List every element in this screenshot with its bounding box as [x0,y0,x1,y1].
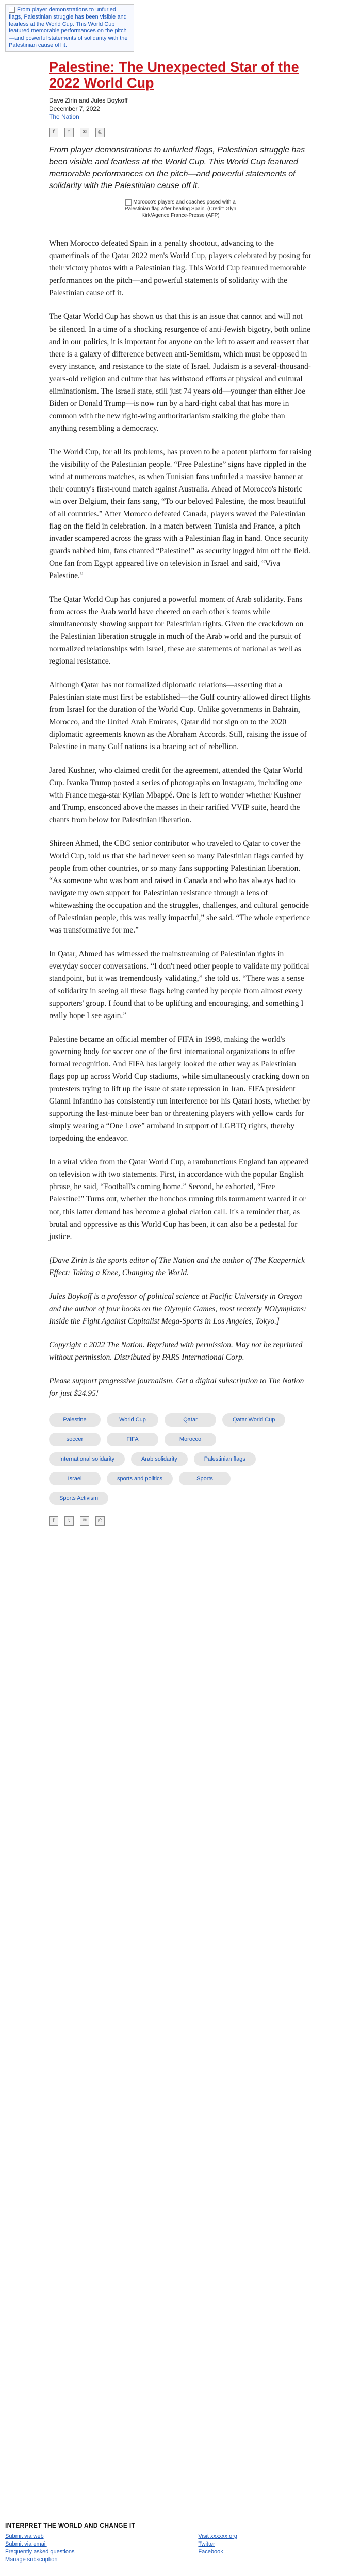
manage-subscription-link[interactable]: Manage subscription [5,2556,58,2563]
twitter-share-icon[interactable]: t [64,128,74,137]
tag[interactable]: Israel [49,1472,101,1485]
facebook-share-icon[interactable]: f [49,1516,58,1526]
tag[interactable]: soccer [49,1433,101,1446]
tag[interactable]: Sports [179,1472,231,1485]
broken-image-icon [9,7,15,13]
paragraph: The World Cup, for all its problems, has proven to be a potent platform for raising the visibility of the Palestinian people. “Free Palestine” signs have rippled in the wind at numerous matches, as when Tunisian fans unfurled a massive banner at their country's first-round match against Australia. Ahead of Morocco's historic win over Belgium, their fans sang, “To our beloved Palestine, the most beautiful of all countries.” After Morocco defeated Canada, players waved the Palestinian flag on the field in celebration. In a match between Tunisia and France, a pitch invader scampered across the grass with a Palestinian flag in hand. Once security guards nabbed him, fans chanted “Palestine!” as security lugged him off the field. One fan from Egypt appeared live on television in Israel and said, “Viva Palestine.” [49,447,312,580]
twitter-link[interactable]: Twitter [198,2541,215,2547]
paragraph: The Qatar World Cup has shown us that this is an issue that cannot and will not be silenced. In a time of a shocking resurgence of anti-Jewish bigotry, both online and in our politics, it is important for anyone on the left to assert and reassert that there is a galaxy of difference between anti-Semitism, which must be opposed in every instance, and resistance to the state of Israel. Judaism is a several-thousand-years-old religion and culture that has withstood efforts at physical and cultural eliminationism. The Israeli state, still just 74 years old—younger than either Joe Biden or Donald Trump—is now run by a hard-right cabal that has more in common with the new right-wing authoritarianism stalking the globe than anything resembling a democracy. [49,312,311,433]
print-share-icon[interactable]: ⎙ [95,128,105,137]
tag[interactable]: World Cup [107,1413,158,1427]
author-bio-zirin: [Dave Zirin is the sports editor of The Nation and the author of The Kaepernick Effect: Taking a Knee, Changing the World. [49,1256,305,1277]
article-title[interactable]: Palestine: The Unexpected Star of the 2022 World Cup [49,59,299,91]
visit-site-link[interactable]: Visit xxxxxx.org [198,2533,237,2539]
submit-web-link[interactable]: Submit via web [5,2533,44,2539]
authors: Dave Zirin and Jules Boykoff [49,97,128,105]
footer-heading: INTERPRET THE WORLD AND CHANGE IT [5,2522,136,2529]
tag[interactable]: Arab solidarity [131,1452,188,1466]
twitter-share-icon[interactable]: t [64,1516,74,1526]
hero-image[interactable] [5,4,134,52]
article [49,59,312,1526]
faq-link[interactable]: Frequently asked questions [5,2549,75,2555]
tag[interactable]: Palestine [49,1413,101,1427]
submit-email-link[interactable]: Submit via email [5,2541,47,2547]
paragraph: Although Qatar has not formalized diplomatic relations—asserting that a Palestinian state must first be established—the Gulf country allowed direct flights from Israel for the duration of the World Cup. Unlike governments in Bahrain, Morocco, and the United Arab Emirates, Qatar did not sign on to the 2020 diplomatic agreements known as the Abraham Accords. Still, raising the issue of Palestine in many Gulf nations is a bracing act of rebellion. [49,680,311,751]
tag[interactable]: Qatar [165,1413,216,1427]
newsletter-footer [5,2522,346,2564]
tag-list [49,1413,291,1505]
tag[interactable]: FIFA [107,1433,158,1446]
tag[interactable]: Qatar World Cup [222,1413,285,1427]
image-icon [125,199,132,206]
paragraph: When Morocco defeated Spain in a penalty shootout, advancing to the quarterfinals of the Qatar 2022 men's World Cup, players celebrated by posing for their victory photos with a Palestinian flag. This World Cup featured memorable performances on the pitch—and powerful statements of solidarity with the Palestinian cause off it. [49,239,311,298]
paragraph: Palestine became an official member of FIFA in 1998, making the world's governing body for soccer one of the first international organizations to offer formal recognition. And FIFA has largely looked the other way as Palestinian flags pop up across World Cup stadiums, while simultaneously cracking down on protesters trying to lift up the issue of state repression in Iran. FIFA president Gianni Infantino has consistently run interference for his Qatari hosts, whether by supporting the last-minute beer ban or threatening players with yellow cards for simply wearing a “One Love” armband in support of LGBTQ rights, thereby torpedoing the endeavor. [49,1035,311,1143]
article-dek: From player demonstrations to unfurled flags, Palestinian struggle has been visible and fearless at the World Cup. This World Cup featured memorable performances on the pitch—and powerful statements of solidarity with the Palestinian cause off it. [49,145,305,191]
footer-links [5,2533,237,2564]
support-cta: Please support progressive journalism. Get a digital subscription to The Nation for just $24.95! [49,1376,304,1398]
email-share-icon[interactable]: ✉ [80,1516,89,1526]
facebook-share-icon[interactable]: f [49,128,58,137]
copyright-notice: Copyright c 2022 The Nation. Reprinted with permission. May not be reprinted without permission. Distributed by PARS International Corp. [49,1340,303,1362]
byline [49,96,312,122]
facebook-link[interactable]: Facebook [198,2549,223,2555]
share-row-top [49,128,312,137]
paragraph: The Qatar World Cup has conjured a powerful moment of Arab solidarity. Fans from across the Arab world have cheered on each other's teams while simultaneously showing support for Palestinian rights. Given the crackdown on the Palestinian liberation struggle in much of the Arab world and the pursuit of normalized relationships with Israel, these are statements of national as well as regional resistance. [49,595,304,666]
share-row-bottom [49,1516,312,1526]
paragraph: In Qatar, Ahmed has witnessed the mainstreaming of Palestinian rights in everyday soccer conversations. “I don't need other people to validate my political standpoint, but it was tremendously validating,” she told us. “There was a sense of solidarity in seeing all these flags being carried by people from almost every supporters' group. I found that to be uplifting and encouraging, and something I really hope I see again.” [49,950,309,1021]
footer-links-right [198,2533,237,2564]
paragraph: In a viral video from the Qatar World Cup, a rambunctious England fan appeared on television with two statements. First, in accordance with the popular English phrase, he said, “Football's coming home.” Second, he exhorted, “Free Palestine!” Turns out, whether the honchos running this tournament wanted it or not, this latter demand has become a global clarion call. It's a reminder that, as brutal and oppressive as this World Cup has been, it can also be a pedestal for justice. [49,1158,308,1241]
author-bio-boykoff: Jules Boykoff is a professor of political science at Pacific University in Oregon and the author of four books on the Olympic Games, most recently NOlympians: Inside the Fight Against Capitalist Mega-Sports in Los Angeles, Tokyo.] [49,1292,307,1326]
tag[interactable]: Morocco [165,1433,216,1446]
tag[interactable]: International solidarity [49,1452,125,1466]
tag[interactable]: Palestinian flags [194,1452,256,1466]
email-share-icon[interactable]: ✉ [80,128,89,137]
paragraph: Jared Kushner, who claimed credit for the agreement, attended the Qatar World Cup. Ivanka Trump posted a series of photographs on Instagram, including one with France mega-star Kylian Mbappé. One is left to wonder whether Kushner and Trump, ensconced above the masses in their rarified VVIP suite, heard the chants from below for Palestinian liberation. [49,766,303,825]
photo-caption: Morocco's players and coaches posed with a Palestinian flag after beating Spain. (Credit: Glyn Kirk/Agence France-Presse (AFP) [124,199,237,219]
footer-links-left [5,2533,75,2564]
publication-link[interactable]: The Nation [49,113,79,121]
tag[interactable]: Sports Activism [49,1492,108,1505]
hero-image-alt: From player demonstrations to unfurled flags, Palestinian struggle has been visible and fearless at the World Cup. This World Cup featured memorable performances on the pitch—and powerful statements of solidarity with the Palestinian cause off it. [9,7,128,48]
date: December 7, 2022 [49,105,100,113]
print-share-icon[interactable]: ⎙ [95,1516,105,1526]
tag[interactable]: sports and politics [107,1472,173,1485]
paragraph: Shireen Ahmed, the CBC senior contributor who traveled to Qatar to cover the World Cup, told us that she had never seen so many Palestinian flags carried by people from other countries, or so many fans supporting Palestinian liberation. “As someone who was born and raised in Canada and who has always had to navigate my own support for Palestinian resistance through a lens of whitewashing the occupation and the struggles, challenges, and cultural genocide of Palestinian people, this was really impactful,” she said. “The whole experience was transformative for me.” [49,839,310,935]
